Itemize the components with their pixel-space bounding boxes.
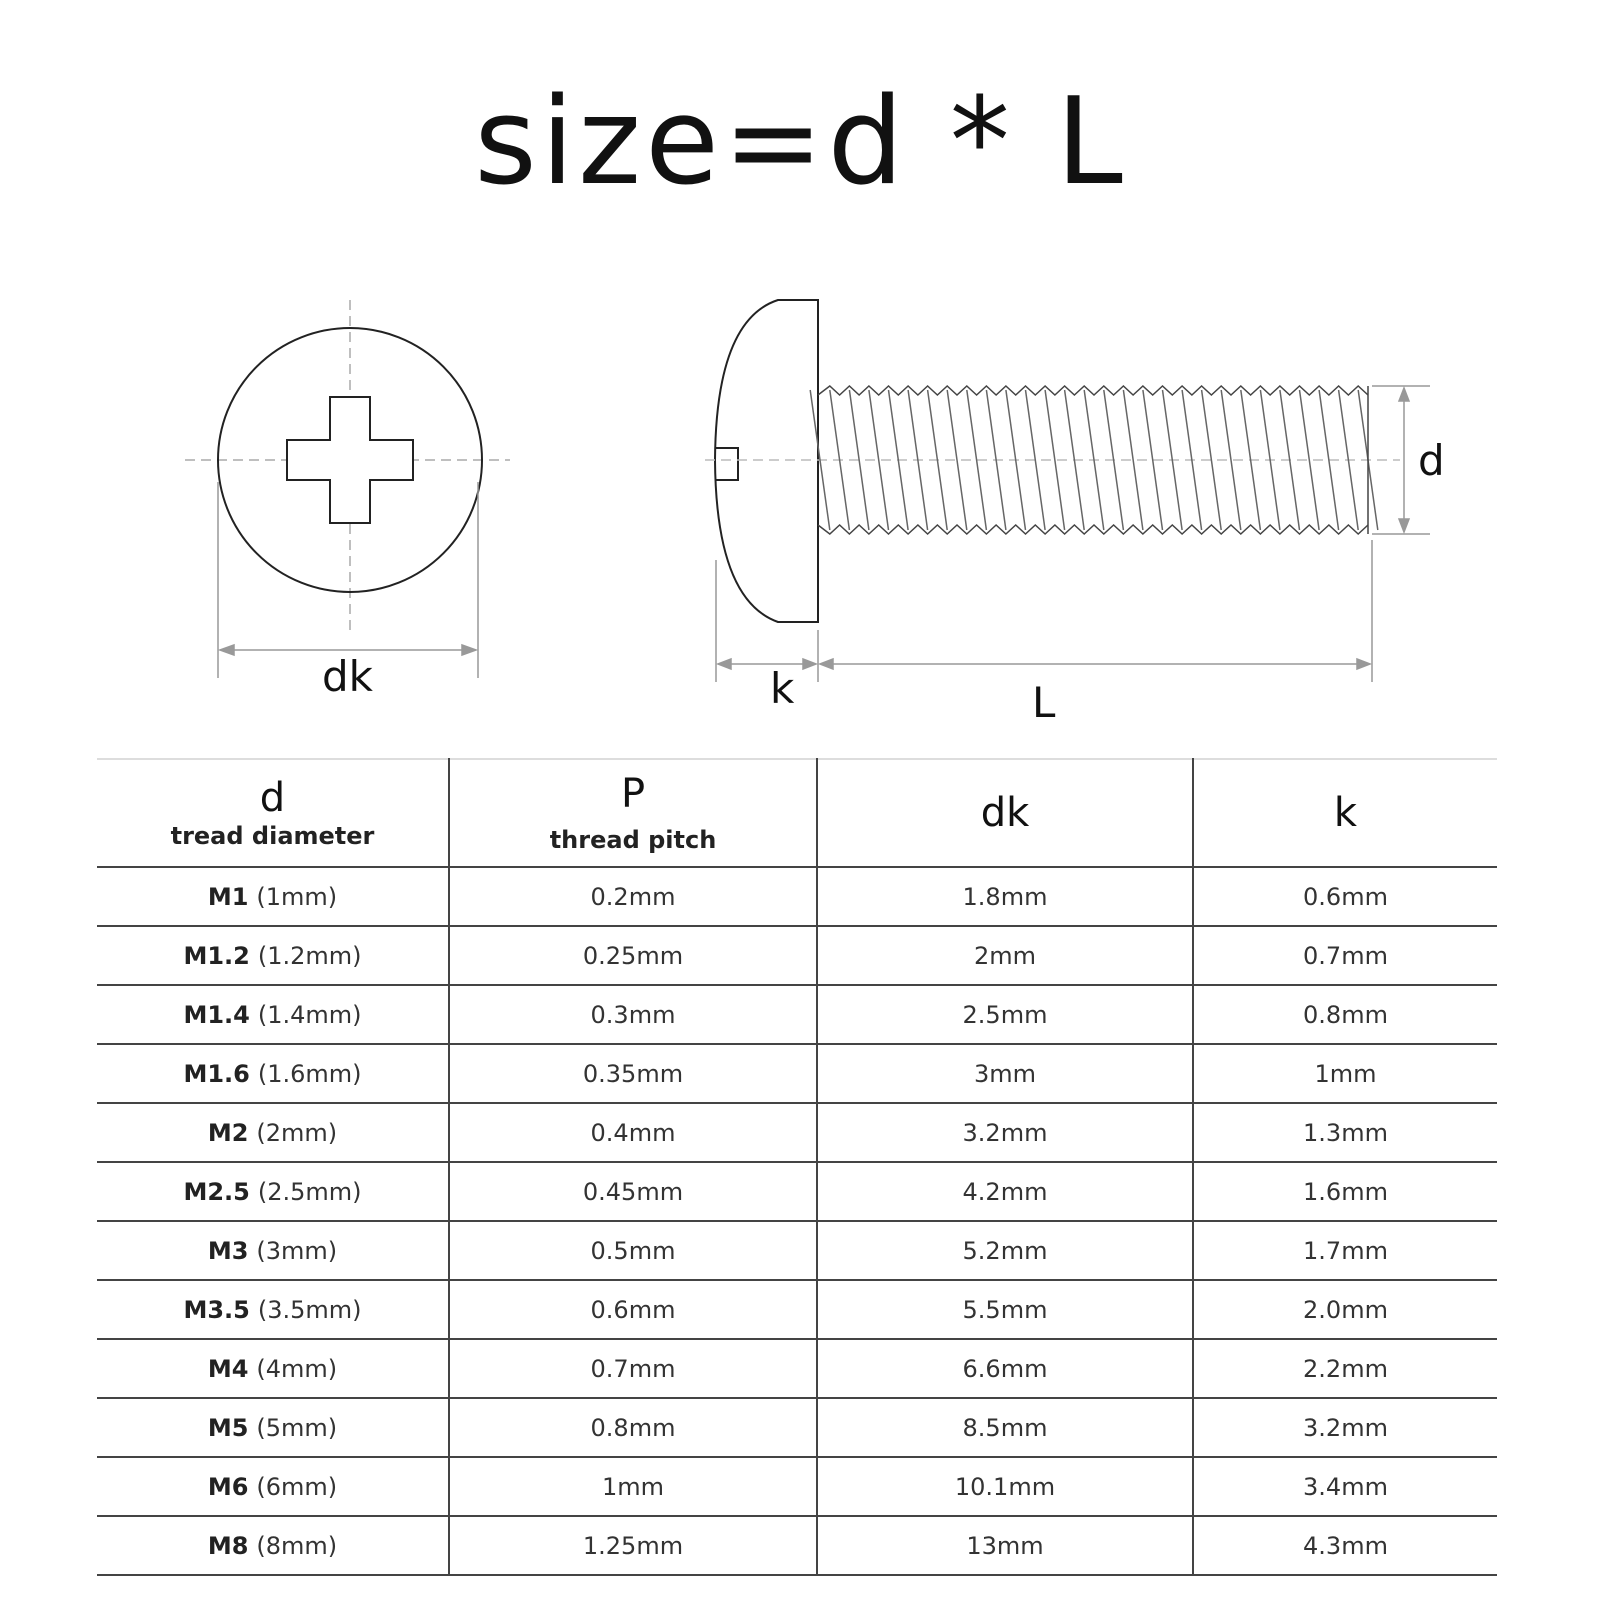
- cell-dk: 4.2mm: [817, 1162, 1193, 1221]
- size-code: M5: [207, 1413, 249, 1442]
- size-code: M4: [207, 1354, 249, 1383]
- cell-diameter: [97, 926, 449, 985]
- table-row: [97, 1221, 1497, 1280]
- cell-dk: 13mm: [817, 1516, 1193, 1575]
- table-row: [97, 1162, 1497, 1221]
- table-row: [97, 1339, 1497, 1398]
- L-label: L: [1032, 678, 1056, 727]
- table-row: [97, 1103, 1497, 1162]
- cell-diameter: [97, 1457, 449, 1516]
- table-row: [97, 1516, 1497, 1575]
- size-code: M2.5: [183, 1177, 250, 1206]
- cell-pitch: 0.8mm: [449, 1398, 817, 1457]
- screw-side-view: [705, 300, 1400, 622]
- cell-k: 0.6mm: [1193, 867, 1497, 926]
- thread-edge: [818, 386, 1368, 395]
- size-mm: (2mm): [256, 1118, 338, 1147]
- cell-diameter: [97, 985, 449, 1044]
- size-mm: (1.4mm): [257, 1000, 362, 1029]
- cell-dk: 3mm: [817, 1044, 1193, 1103]
- thread-line: [1260, 390, 1280, 530]
- cell-diameter: [97, 1516, 449, 1575]
- size-mm: (6mm): [256, 1472, 338, 1501]
- cell-dk: 10.1mm: [817, 1457, 1193, 1516]
- screw-head-top-view: [185, 300, 510, 630]
- cell-dk: 2.5mm: [817, 985, 1193, 1044]
- size-mm: (1.2mm): [257, 941, 362, 970]
- cell-pitch: 0.45mm: [449, 1162, 817, 1221]
- dk-label: dk: [322, 652, 373, 701]
- cell-k: 0.7mm: [1193, 926, 1497, 985]
- spec-table: [97, 758, 1497, 1576]
- cell-pitch: 0.5mm: [449, 1221, 817, 1280]
- d-label: d: [1418, 436, 1445, 485]
- cell-diameter: [97, 1162, 449, 1221]
- table-row: [97, 867, 1497, 926]
- table-header-row: [97, 759, 1497, 867]
- size-code: M3: [207, 1236, 249, 1265]
- thread-line: [908, 390, 928, 530]
- cell-k: 1mm: [1193, 1044, 1497, 1103]
- size-mm: (1mm): [256, 882, 338, 911]
- cell-k: 2.2mm: [1193, 1339, 1497, 1398]
- cell-diameter: [97, 1044, 449, 1103]
- cell-dk: 8.5mm: [817, 1398, 1193, 1457]
- cell-pitch: 0.3mm: [449, 985, 817, 1044]
- cell-k: 0.8mm: [1193, 985, 1497, 1044]
- cell-k: 3.4mm: [1193, 1457, 1497, 1516]
- size-mm: (2.5mm): [257, 1177, 362, 1206]
- size-code: M1: [207, 882, 249, 911]
- screw-diagram: [0, 0, 1601, 760]
- thread-line: [1163, 390, 1183, 530]
- table-row: [97, 985, 1497, 1044]
- header-d: d tread diameter: [170, 775, 375, 850]
- table-row: [97, 1457, 1497, 1516]
- size-code: M1.2: [183, 941, 250, 970]
- cell-k: 3.2mm: [1193, 1398, 1497, 1457]
- cell-k: 1.3mm: [1193, 1103, 1497, 1162]
- size-code: M2: [207, 1118, 249, 1147]
- cell-dk: 5.2mm: [817, 1221, 1193, 1280]
- thread-shank: [810, 386, 1378, 534]
- cell-dk: 5.5mm: [817, 1280, 1193, 1339]
- cell-dk: 2mm: [817, 926, 1193, 985]
- size-mm: (3.5mm): [257, 1295, 362, 1324]
- cell-pitch: 0.35mm: [449, 1044, 817, 1103]
- size-code: M8: [207, 1531, 249, 1560]
- size-mm: (3mm): [256, 1236, 338, 1265]
- page-title: size=d * L: [474, 73, 1127, 212]
- phillips-cross-icon: [287, 397, 413, 523]
- cell-pitch: 0.25mm: [449, 926, 817, 985]
- cell-k: 1.7mm: [1193, 1221, 1497, 1280]
- cell-diameter: [97, 1398, 449, 1457]
- size-code: M1.6: [183, 1059, 250, 1088]
- table-row: [97, 926, 1497, 985]
- cell-k: 2.0mm: [1193, 1280, 1497, 1339]
- cell-dk: 6.6mm: [817, 1339, 1193, 1398]
- size-mm: (5mm): [256, 1413, 338, 1442]
- thread-line: [1339, 390, 1359, 530]
- cell-pitch: 0.6mm: [449, 1280, 817, 1339]
- pan-head: [715, 300, 818, 622]
- cell-k: 4.3mm: [1193, 1516, 1497, 1575]
- cell-diameter: [97, 1103, 449, 1162]
- k-label: k: [770, 664, 795, 713]
- size-code: M6: [207, 1472, 249, 1501]
- thread-line: [1084, 390, 1104, 530]
- thread-edge: [818, 525, 1368, 534]
- cell-diameter: [97, 1221, 449, 1280]
- table-row: [97, 1044, 1497, 1103]
- cell-pitch: 1mm: [449, 1457, 817, 1516]
- cell-diameter: [97, 867, 449, 926]
- header-p: P thread pitch: [449, 759, 817, 867]
- size-mm: (4mm): [256, 1354, 338, 1383]
- cell-k: 1.6mm: [1193, 1162, 1497, 1221]
- cell-pitch: 0.7mm: [449, 1339, 817, 1398]
- cell-pitch: 0.2mm: [449, 867, 817, 926]
- header-k: k: [1193, 759, 1497, 867]
- size-mm: (1.6mm): [257, 1059, 362, 1088]
- cell-diameter: [97, 1339, 449, 1398]
- header-dk: dk: [817, 759, 1193, 867]
- table-row: [97, 1280, 1497, 1339]
- cell-dk: 1.8mm: [817, 867, 1193, 926]
- cell-pitch: 0.4mm: [449, 1103, 817, 1162]
- table-row: [97, 1398, 1497, 1457]
- thread-line: [830, 390, 850, 530]
- size-mm: (8mm): [256, 1531, 338, 1560]
- cell-diameter: [97, 1280, 449, 1339]
- cell-pitch: 1.25mm: [449, 1516, 817, 1575]
- size-code: M3.5: [183, 1295, 250, 1324]
- cell-dk: 3.2mm: [817, 1103, 1193, 1162]
- thread-line: [1006, 390, 1026, 530]
- size-code: M1.4: [183, 1000, 250, 1029]
